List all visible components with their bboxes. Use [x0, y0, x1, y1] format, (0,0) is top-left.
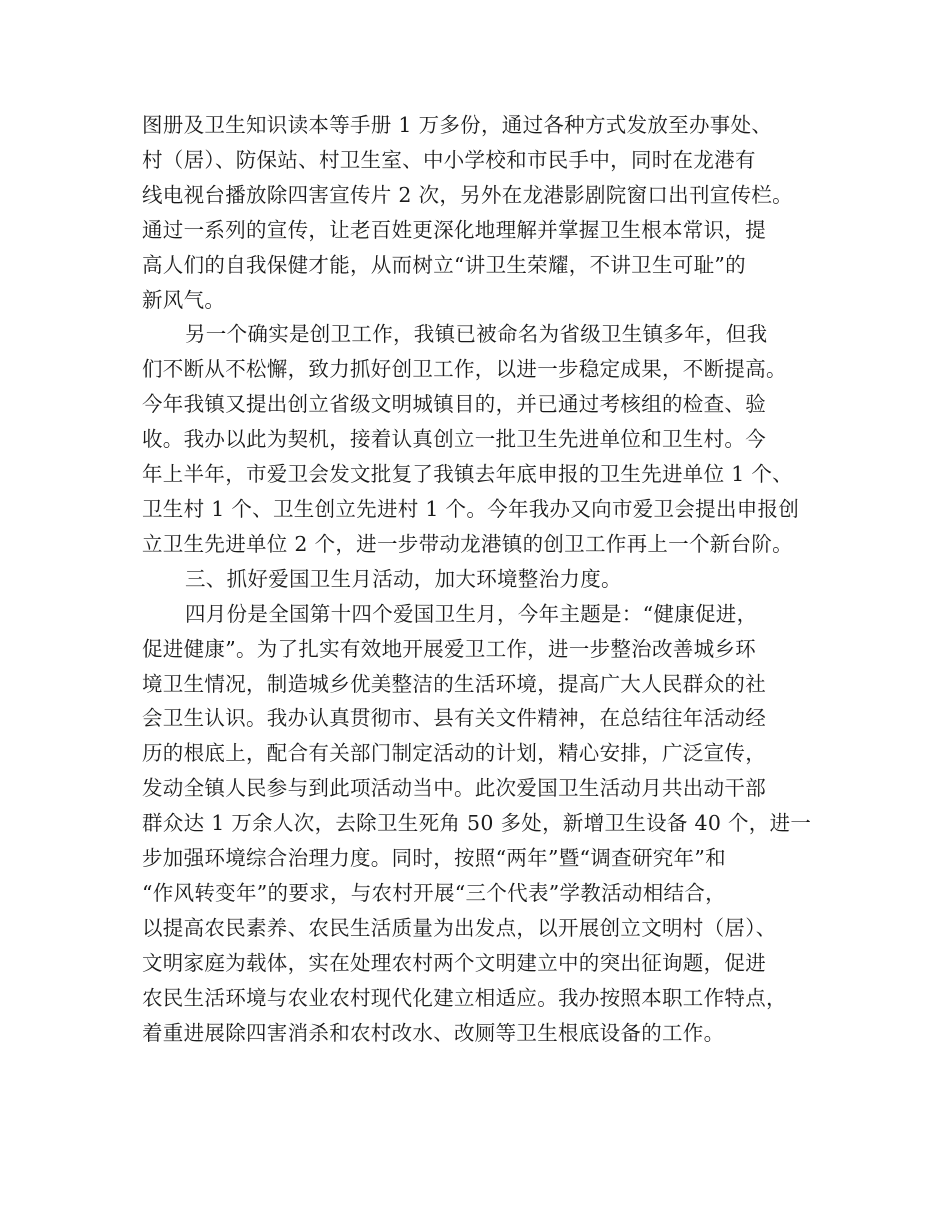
text-line: 着重进展除四害消杀和农村改水、改厕等卫生根底设备的工作。: [142, 1020, 725, 1045]
paragraph-promotion: [142, 108, 822, 317]
text-line: 卫生村 1 个、卫生创立先进村 1 个。今年我办又向市爱卫会提出申报创: [142, 496, 800, 521]
text-line: 文明家庭为载体，实在处理农村两个文明建立中的突出征询题，促进: [142, 950, 766, 975]
text-line: 收。我办以此为契机，接着认真创立一批卫生先进单位和卫生村。今: [142, 427, 766, 452]
text-line: 今年我镇又提出创立省级文明城镇目的，并已通过考核组的检查、验: [142, 392, 766, 417]
text-line: 另一个确实是创卫工作，我镇已被命名为省级卫生镇多年，但我: [185, 322, 768, 347]
text-line: 新风气。: [142, 287, 226, 312]
text-line: 群众达 1 万余人次，去除卫生死角 50 多处，新增卫生设备 40 个，进一: [142, 811, 812, 836]
text-line: 会卫生认识。我办认真贯彻市、县有关文件精神，在总结往年活动经: [142, 706, 766, 731]
heading-line: 三、抓好爱国卫生月活动，加大环境整治力度。: [185, 566, 622, 591]
text-line: 立卫生先进单位 2 个，进一步带动龙港镇的创卫工作再上一个新台阶。: [142, 531, 793, 556]
text-line: 线电视台播放除四害宣传片 2 次，另外在龙港影剧院窗口出刊宣传栏。: [142, 182, 793, 207]
paragraph-health-month: [142, 597, 822, 1051]
text-line: 图册及卫生知识读本等手册 1 万多份，通过各种方式发放至办事处、: [142, 113, 773, 137]
text-line: 发动全镇人民参与到此项活动当中。此次爱国卫生活动月共出动干部: [142, 776, 766, 801]
text-line: 年上半年，市爱卫会发文批复了我镇去年底申报的卫生先进单位 1 个、: [142, 462, 793, 487]
text-line: 境卫生情况，制造城乡优美整洁的生活环境，提高广大人民群众的社: [142, 671, 766, 696]
text-line: “作风转变年”的要求，与农村开展“三个代表”学教活动相结合，: [142, 880, 726, 905]
text-line: 们不断从不松懈，致力抓好创卫工作，以进一步稳定成果，不断提高。: [142, 357, 787, 382]
text-line: 以提高农民素养、农民生活质量为出发点，以开展创立文明村（居）、: [142, 915, 777, 940]
text-line: 高人们的自我保健才能，从而树立“讲卫生荣耀，不讲卫生可耻”的: [142, 252, 746, 277]
text-line: 促进健康”。为了扎实有效地开展爱卫工作，进一步整治改善城乡环: [142, 636, 756, 661]
text-line: 农民生活环境与农业农村现代化建立相适应。我办按照本职工作特点，: [142, 985, 787, 1010]
text-line: 村（居）、防保站、村卫生室、中小学校和市民手中，同时在龙港有: [142, 147, 756, 172]
text-line: 四月份是全国第十四个爱国卫生月，今年主题是：“健康促进，: [185, 601, 758, 626]
document-body: [142, 108, 822, 1050]
text-line: 历的根底上，配合有关部门制定活动的计划，精心安排，广泛宣传，: [142, 741, 766, 766]
text-line: 通过一系列的宣传，让老百姓更深化地理解并掌握卫生根本常识，提: [142, 217, 766, 242]
paragraph-sanitation-creation: [142, 317, 822, 561]
section-heading: [142, 562, 822, 597]
text-line: 步加强环境综合治理力度。同时，按照“两年”暨“调查研究年”和: [142, 846, 726, 871]
